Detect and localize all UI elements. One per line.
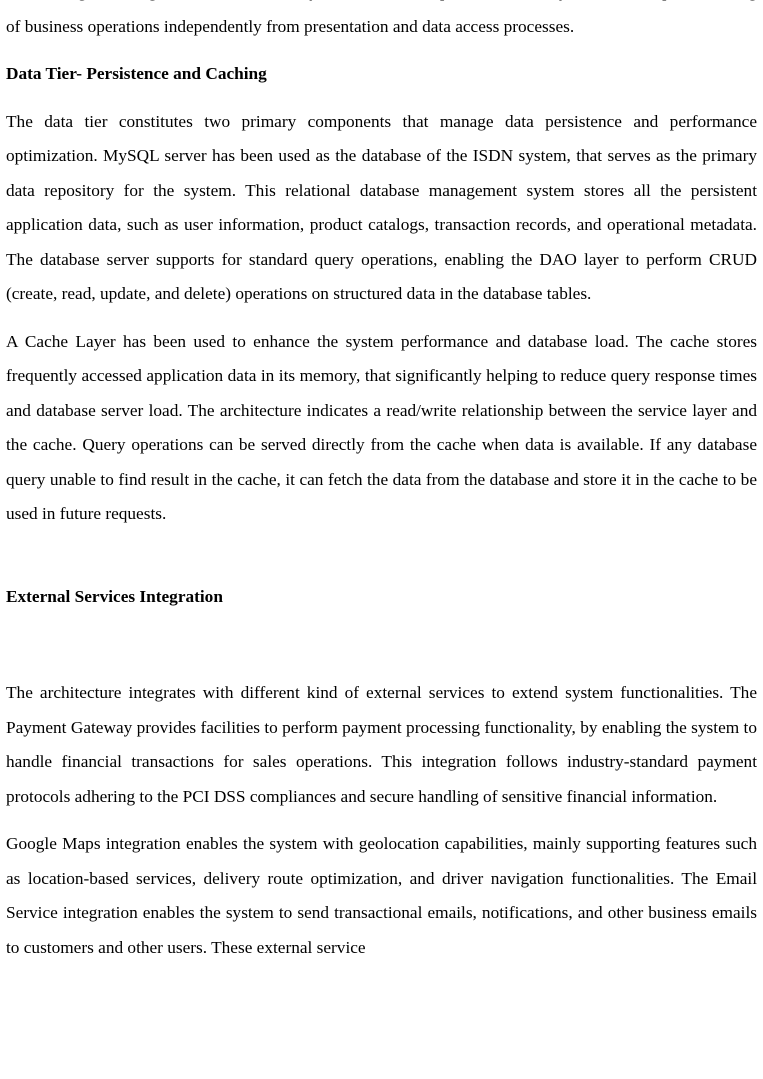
external-services-paragraph-2: Google Maps integration enables the system with geolocation capabilities, mainly supporting features such as location-based services, delivery route optimization, and driver navigation functionalities. The Email Service integration enables the system to send transactional emails, notifications, and other business emails to customers and other users. These external service [6,834,757,957]
data-tier-paragraph-2: A Cache Layer has been used to enhance the system performance and database load. The cache stores frequently accessed application data in its memory, that significantly helping to reduce query response times and database server load. The architecture indicates a read/write relationship between the service layer and the cache. Query operations can be served directly from the cache when data is available. If any database query unable to find result in the cache, it can fetch the data from the database and store it in the cache to be used in future requests. [6,331,757,523]
continued-text: of business operations independently from presentation and data access processes. [6,16,575,36]
document-page [6,0,757,978]
external-services-paragraph-1: The architecture integrates with different kind of external services to extend system functionalities. The Payment Gateway provides facilities to perform payment processing functionality, by enabling the system to handle financial transactions for sales operations. This integration follows industry-standard payment protocols adhering to the PCI DSS compliances and secure handling of sensitive financial information. [6,683,757,806]
cut-off-line [6,0,632,1]
continued-paragraph [6,0,757,44]
data-tier-paragraph-1: The data tier constitutes two primary components that manage data persistence and performance optimization. MySQL server has been used as the database of the ISDN system, that serves as the primary data repository for the system. This relational database management system stores all the persistent application data, such as user information, product catalogs, transaction records, and operational metadata. The database server supports for standard query operations, enabling the DAO layer to perform CRUD (create, read, update, and delete) operations on structured data in the database tables. [6,111,757,303]
data-tier-heading: Data Tier- Persistence and Caching [6,64,267,83]
external-services-heading: External Services Integration [6,586,223,606]
